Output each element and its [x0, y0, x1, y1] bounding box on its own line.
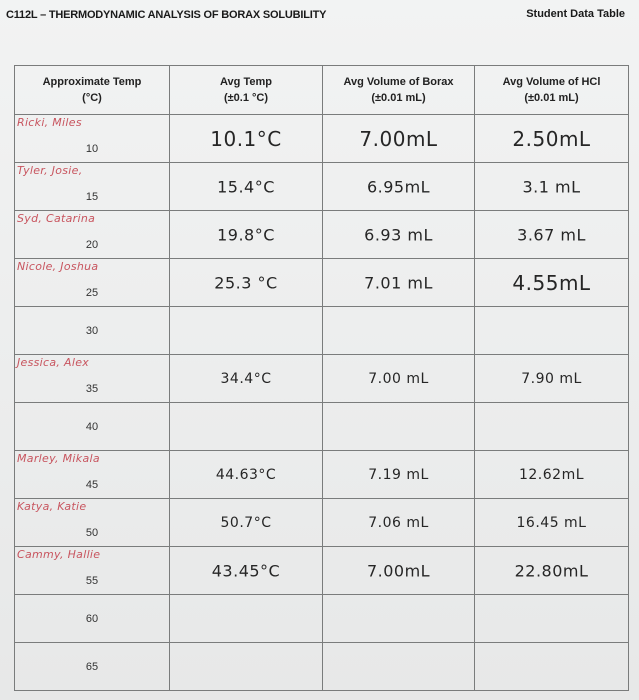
borax-volume: 7.06 mL — [368, 514, 429, 531]
student-names: Tyler, Josie, — [17, 164, 83, 177]
borax-volume: 7.00mL — [366, 561, 431, 580]
borax-volume-cell — [323, 451, 475, 499]
worksheet-tag: Student Data Table — [526, 8, 625, 20]
borax-volume: 6.95mL — [366, 177, 431, 196]
hcl-volume-cell — [475, 451, 629, 499]
hcl-volume-cell — [475, 643, 629, 691]
avg-temp-cell — [170, 403, 323, 451]
table-row — [15, 595, 629, 643]
avg-temp: 25.3 °C — [214, 273, 278, 292]
hcl-volume: 3.67 mL — [517, 225, 586, 244]
hcl-volume-cell — [475, 547, 629, 595]
avg-temp-cell — [170, 259, 323, 307]
borax-volume: 7.01 mL — [364, 273, 433, 292]
borax-volume: 7.00mL — [359, 126, 438, 151]
avg-temp-cell — [170, 499, 323, 547]
approx-temp: 40 — [85, 420, 99, 433]
header-avg-temp — [170, 66, 323, 115]
hcl-volume-cell — [475, 163, 629, 211]
student-data-table — [14, 65, 629, 691]
table-header-row — [15, 66, 629, 115]
hcl-volume-cell — [475, 115, 629, 163]
approx-temp-cell — [15, 499, 170, 547]
avg-temp-cell — [170, 307, 323, 355]
approx-temp: 50 — [85, 527, 99, 539]
table-row — [15, 499, 629, 547]
hcl-volume-cell — [475, 499, 629, 547]
borax-volume: 7.19 mL — [368, 466, 429, 483]
approx-temp-cell — [15, 643, 170, 691]
student-names: Ricki, Miles — [17, 116, 82, 129]
approx-temp: 15 — [85, 191, 99, 203]
avg-temp-cell — [170, 643, 323, 691]
header-label: Avg Volume of HCl — [502, 76, 601, 88]
avg-temp: 19.8°C — [217, 225, 275, 244]
hcl-volume-cell — [475, 259, 629, 307]
hcl-volume: 4.55mL — [512, 270, 591, 295]
avg-temp-cell — [170, 163, 323, 211]
avg-temp: 50.7°C — [220, 514, 272, 531]
worksheet-title: C112L – THERMODYNAMIC ANALYSIS OF BORAX SOLUBILITY — [6, 9, 327, 21]
approx-temp-cell — [15, 307, 170, 355]
borax-volume-cell — [323, 547, 475, 595]
table-row — [15, 451, 629, 499]
table-row — [15, 547, 629, 595]
header-label: Avg Volume of Borax — [343, 76, 454, 88]
avg-temp: 44.63°C — [215, 466, 277, 483]
borax-volume-cell — [323, 211, 475, 259]
hcl-volume-cell — [475, 307, 629, 355]
approx-temp: 45 — [85, 479, 99, 491]
student-names: Jessica, Alex — [17, 356, 90, 369]
header-approx-temp — [15, 66, 170, 115]
avg-temp: 10.1°C — [210, 126, 282, 151]
hcl-volume: 7.90 mL — [521, 370, 582, 387]
student-names: Cammy, Hallie — [17, 548, 101, 561]
header-unit: (±0.1 °C) — [223, 92, 269, 104]
hcl-volume: 16.45 mL — [516, 514, 587, 531]
table-row — [15, 643, 629, 691]
hcl-volume-cell — [475, 403, 629, 451]
table-row — [15, 259, 629, 307]
avg-temp: 34.4°C — [220, 370, 272, 387]
hcl-volume: 12.62mL — [518, 466, 585, 483]
borax-volume-cell — [323, 307, 475, 355]
approx-temp-cell — [15, 163, 170, 211]
approx-temp: 55 — [85, 575, 99, 587]
approx-temp-cell — [15, 115, 170, 163]
approx-temp-cell — [15, 403, 170, 451]
borax-volume-cell — [323, 259, 475, 307]
borax-volume-cell — [323, 115, 475, 163]
student-names: Marley, Mikala — [17, 452, 100, 465]
approx-temp: 30 — [85, 324, 99, 337]
borax-volume-cell — [323, 355, 475, 403]
table-row — [15, 163, 629, 211]
header-unit: (±0.01 mL) — [524, 92, 579, 104]
header-unit: (±0.01 mL) — [371, 92, 426, 104]
borax-volume-cell — [323, 403, 475, 451]
student-names: Syd, Catarina — [17, 212, 96, 225]
table-row — [15, 307, 629, 355]
header-avg-volume-hcl — [475, 66, 629, 115]
borax-volume: 7.00 mL — [368, 370, 429, 387]
approx-temp-cell — [15, 547, 170, 595]
approx-temp: 65 — [85, 660, 99, 673]
avg-temp-cell — [170, 547, 323, 595]
borax-volume: 6.93 mL — [364, 225, 433, 244]
avg-temp: 15.4°C — [217, 177, 275, 196]
avg-temp-cell — [170, 355, 323, 403]
student-names: Katya, Katie — [17, 500, 87, 513]
hcl-volume: 3.1 mL — [522, 177, 581, 196]
approx-temp: 10 — [85, 143, 99, 155]
approx-temp: 20 — [85, 239, 99, 251]
header-unit: (°C) — [82, 92, 102, 104]
approx-temp: 35 — [85, 383, 99, 395]
hcl-volume-cell — [475, 355, 629, 403]
hcl-volume-cell — [475, 211, 629, 259]
avg-temp-cell — [170, 211, 323, 259]
approx-temp-cell — [15, 451, 170, 499]
table-row — [15, 211, 629, 259]
table-row — [15, 355, 629, 403]
borax-volume-cell — [323, 643, 475, 691]
borax-volume-cell — [323, 499, 475, 547]
borax-volume-cell — [323, 163, 475, 211]
header-avg-volume-borax — [323, 66, 475, 115]
approx-temp-cell — [15, 211, 170, 259]
approx-temp-cell — [15, 355, 170, 403]
avg-temp-cell — [170, 115, 323, 163]
borax-volume-cell — [323, 595, 475, 643]
hcl-volume: 22.80mL — [514, 561, 589, 580]
header-label: Approximate Temp — [42, 76, 142, 88]
approx-temp: 25 — [85, 287, 99, 299]
table-row — [15, 403, 629, 451]
table-row — [15, 115, 629, 163]
hcl-volume-cell — [475, 595, 629, 643]
student-names: Nicole, Joshua — [17, 260, 99, 273]
avg-temp: 43.45°C — [211, 561, 281, 580]
hcl-volume: 2.50mL — [512, 126, 591, 151]
avg-temp-cell — [170, 595, 323, 643]
approx-temp-cell — [15, 595, 170, 643]
approx-temp-cell — [15, 259, 170, 307]
avg-temp-cell — [170, 451, 323, 499]
header-label: Avg Temp — [220, 76, 272, 88]
approx-temp: 60 — [85, 612, 99, 625]
